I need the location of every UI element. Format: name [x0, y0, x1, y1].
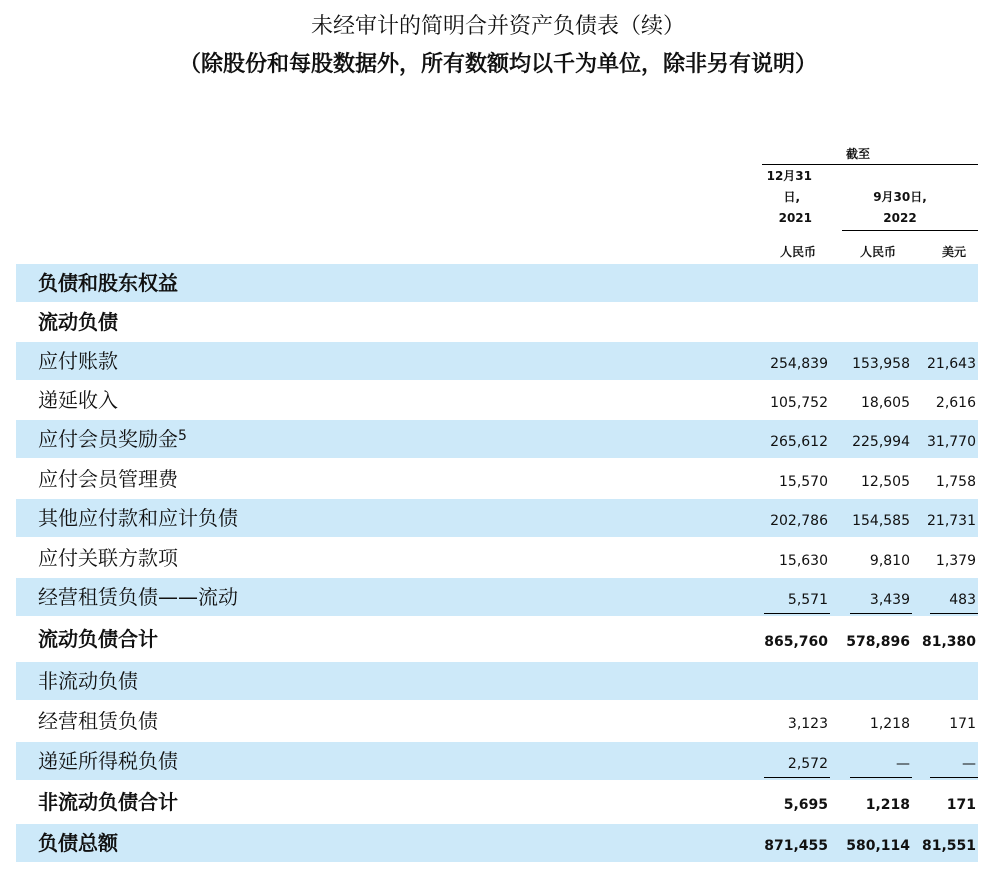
value-2021-rmb: 254,839 — [770, 356, 828, 372]
header-currency-3: 美元 — [941, 245, 966, 259]
value-2022-usd: 81,380 — [921, 634, 976, 650]
row-label: 流动负债 — [38, 310, 118, 334]
row-label: 流动负债合计 — [38, 627, 158, 651]
row-label: 应付会员管理费 — [38, 467, 178, 491]
table-row — [16, 420, 978, 458]
row-label: 应付账款 — [38, 349, 118, 373]
value-2022-usd: 1,379 — [935, 553, 976, 569]
value-2022-usd: 81,551 — [921, 838, 976, 854]
row-label: 应付关联方款项 — [38, 546, 178, 570]
value-2021-rmb: 15,630 — [779, 553, 828, 569]
footnote-marker: 5 — [178, 428, 187, 444]
value-2022-usd: 171 — [949, 716, 976, 732]
value-2022-rmb: 12,505 — [861, 474, 910, 490]
row-label: 负债总额 — [38, 831, 118, 855]
value-2022-usd: 31,770 — [927, 434, 976, 450]
value-2021-rmb: 3,123 — [787, 716, 828, 732]
table-row — [16, 303, 978, 341]
value-2022-usd: 21,731 — [927, 513, 976, 529]
value-2022-usd: 1,758 — [935, 474, 976, 490]
value-2022-rmb: 578,896 — [846, 634, 910, 650]
value-2022-rmb: 18,605 — [861, 395, 910, 411]
value-2021-rmb: 15,570 — [779, 474, 828, 490]
row-label: 经营租赁负债 — [38, 709, 158, 733]
value-2022-rmb: 1,218 — [865, 797, 910, 813]
table-row — [16, 578, 978, 616]
page-title: 未经审计的简明合并资产负债表（续） — [310, 14, 685, 39]
value-2022-rmb: 1,218 — [869, 716, 910, 732]
header-col23-line1: 9月30日, — [873, 190, 927, 204]
header-currency-1: 人民币 — [779, 245, 816, 259]
value-2021-rmb: 2,572 — [787, 756, 828, 772]
row-label: 递延所得税负债 — [38, 749, 178, 773]
value-2022-usd: 21,643 — [927, 356, 976, 372]
value-2021-rmb: 865,760 — [764, 634, 828, 650]
row-label: 非流动负债合计 — [38, 790, 178, 814]
subtotal-rule — [930, 613, 978, 614]
row-label: 经营租赁负债——流动 — [38, 585, 238, 609]
header-col23-rule — [842, 230, 978, 231]
value-2021-rmb: 871,455 — [764, 838, 828, 854]
table-row — [16, 381, 978, 419]
header-col1-line3: 2021 — [778, 211, 812, 225]
table-row — [16, 264, 978, 302]
table-row — [16, 620, 978, 658]
table-row — [16, 539, 978, 577]
value-2022-rmb: 3,439 — [869, 592, 910, 608]
row-label-text: 应付会员奖励金 — [38, 427, 178, 451]
value-2022-usd: 483 — [949, 592, 976, 608]
subtotal-rule — [930, 777, 978, 778]
row-label: 非流动负债 — [38, 669, 138, 693]
value-2022-rmb: 154,585 — [852, 513, 910, 529]
value-2022-rmb: 9,810 — [869, 553, 910, 569]
header-col23-line2: 2022 — [883, 211, 917, 225]
value-2021-rmb: 105,752 — [770, 395, 828, 411]
value-2022-usd: 2,616 — [935, 395, 976, 411]
value-2022-rmb: 580,114 — [846, 838, 910, 854]
header-as-of: 截至 — [845, 147, 870, 161]
value-2022-rmb: 225,994 — [852, 434, 910, 450]
row-label: 递延收入 — [38, 388, 118, 412]
value-2022-rmb: — — [896, 756, 910, 772]
subtotal-rule — [764, 613, 830, 614]
table-row — [16, 702, 978, 740]
value-2021-rmb: 265,612 — [770, 434, 828, 450]
table-row — [16, 342, 978, 380]
table-row — [16, 824, 978, 862]
table-row — [16, 460, 978, 498]
table-row — [16, 662, 978, 700]
row-label — [38, 420, 187, 458]
row-label: 负债和股东权益 — [38, 271, 178, 295]
value-2021-rmb: 202,786 — [770, 513, 828, 529]
header-currency-2: 人民币 — [859, 245, 896, 259]
row-label: 其他应付款和应计负债 — [38, 506, 238, 530]
page-subtitle: （除股份和每股数据外，所有数额均以千为单位，除非另有说明） — [178, 52, 817, 77]
header-col1-line2: 日, — [783, 190, 800, 204]
header-col1-line1: 12月31 — [766, 169, 812, 183]
subtotal-rule — [764, 777, 830, 778]
subtotal-rule — [850, 777, 912, 778]
table-row — [16, 499, 978, 537]
table-row — [16, 783, 978, 821]
header-as-of-rule — [762, 164, 978, 165]
value-2022-usd: — — [962, 756, 976, 772]
subtotal-rule — [850, 613, 912, 614]
value-2022-usd: 171 — [946, 797, 976, 813]
value-2021-rmb: 5,695 — [783, 797, 828, 813]
value-2022-rmb: 153,958 — [852, 356, 910, 372]
table-row — [16, 742, 978, 780]
value-2021-rmb: 5,571 — [787, 592, 828, 608]
